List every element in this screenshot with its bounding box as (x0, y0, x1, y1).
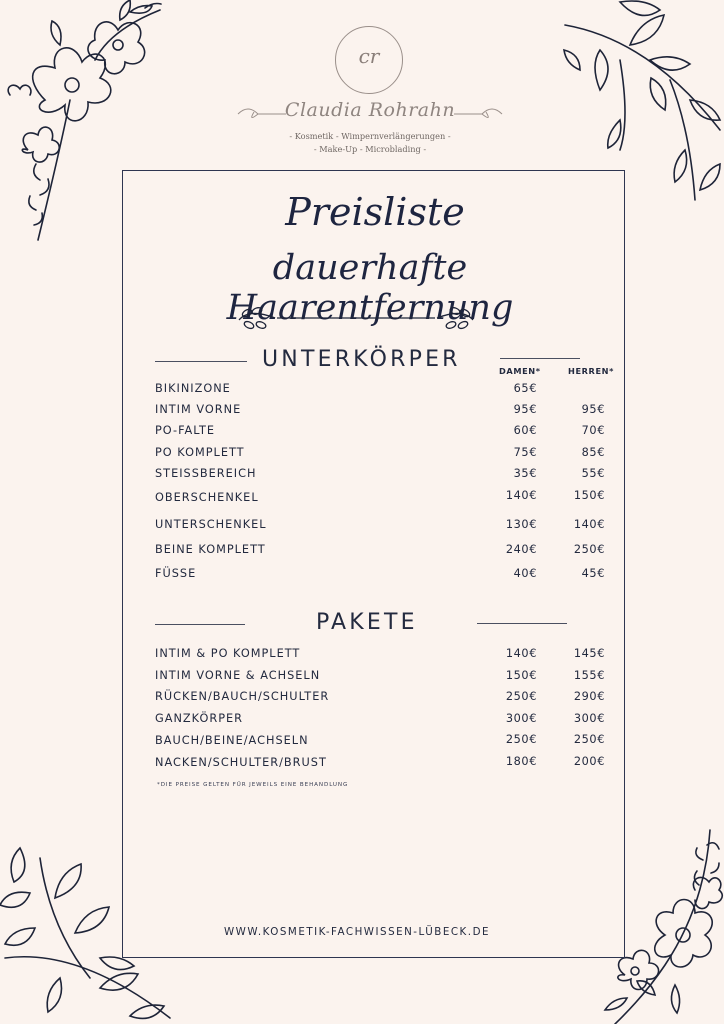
brand-services-line2: - Make-Up - Microblading - (313, 144, 427, 154)
price-footnote: *DIE PREISE GELTEN FÜR JEWEILS EINE BEHANDLUNG (157, 782, 349, 788)
price-herren: 45€ (581, 567, 605, 580)
price-herren: 140€ (573, 518, 605, 531)
row-label: FÜSSE (155, 567, 197, 580)
price-damen: 75€ (513, 446, 537, 459)
row-label: BEINE KOMPLETT (155, 543, 266, 556)
column-header-herren: HERREN* (568, 366, 614, 376)
price-herren: 150€ (573, 489, 605, 502)
price-herren: 95€ (581, 403, 605, 416)
row-label: PO KOMPLETT (155, 446, 245, 459)
price-damen: 130€ (505, 518, 537, 531)
row-label: NACKEN/SCHULTER/BRUST (155, 756, 327, 769)
row-label: PO-FALTE (155, 424, 216, 437)
price-herren: 145€ (573, 647, 605, 660)
row-label: INTIM & PO KOMPLETT (155, 647, 301, 660)
price-damen: 60€ (513, 424, 537, 437)
brand-name: Claudia Rohrahn (284, 99, 456, 121)
price-damen: 150€ (505, 669, 537, 682)
website-link[interactable]: WWW.KOSMETIK-FACHWISSEN-LÜBECK.DE (223, 926, 491, 938)
row-label: BAUCH/BEINE/ACHSELN (155, 734, 309, 747)
brand-services-line1: - Kosmetik - Wimpernverlängerungen - (289, 131, 451, 141)
row-label: OBERSCHENKEL (155, 491, 259, 504)
section-heading-pakete: PAKETE (316, 610, 418, 635)
row-label: UNTERSCHENKEL (155, 518, 267, 531)
laurel-ornament-icon (235, 304, 477, 332)
section-heading-unterkoerper: UNTERKÖRPER (262, 347, 461, 372)
section-rule-left (155, 624, 245, 625)
price-damen: 40€ (513, 567, 537, 580)
column-header-damen: DAMEN* (499, 366, 541, 376)
price-herren: 200€ (573, 755, 605, 768)
section-rule-right (500, 358, 580, 359)
price-damen: 140€ (505, 489, 537, 502)
price-herren: 70€ (581, 424, 605, 437)
logo-monogram: cr (358, 44, 380, 68)
price-damen: 250€ (505, 733, 537, 746)
price-herren: 290€ (573, 690, 605, 703)
price-damen: 240€ (505, 543, 537, 556)
price-damen: 35€ (513, 467, 537, 480)
price-herren: 85€ (581, 446, 605, 459)
price-damen: 250€ (505, 690, 537, 703)
price-herren: 250€ (573, 543, 605, 556)
row-label: INTIM VORNE (155, 403, 242, 416)
row-label: INTIM VORNE & ACHSELN (155, 669, 321, 682)
price-damen: 65€ (513, 382, 537, 395)
price-damen: 180€ (505, 755, 537, 768)
section-rule-left (155, 361, 247, 362)
price-herren: 250€ (573, 733, 605, 746)
row-label: STEISSBEREICH (155, 467, 257, 480)
price-herren: 155€ (573, 669, 605, 682)
title-preisliste: Preisliste (285, 190, 465, 234)
price-damen: 300€ (505, 712, 537, 725)
price-herren: 55€ (581, 467, 605, 480)
row-label: BIKINIZONE (155, 382, 231, 395)
section-rule-right (477, 623, 567, 624)
row-label: GANZKÖRPER (155, 712, 244, 725)
price-herren: 300€ (573, 712, 605, 725)
price-damen: 95€ (513, 403, 537, 416)
price-damen: 140€ (505, 647, 537, 660)
title-haarentfernung: dauerhafte Haarentfernung (226, 248, 514, 328)
row-label: RÜCKEN/BAUCH/SCHULTER (155, 690, 330, 703)
